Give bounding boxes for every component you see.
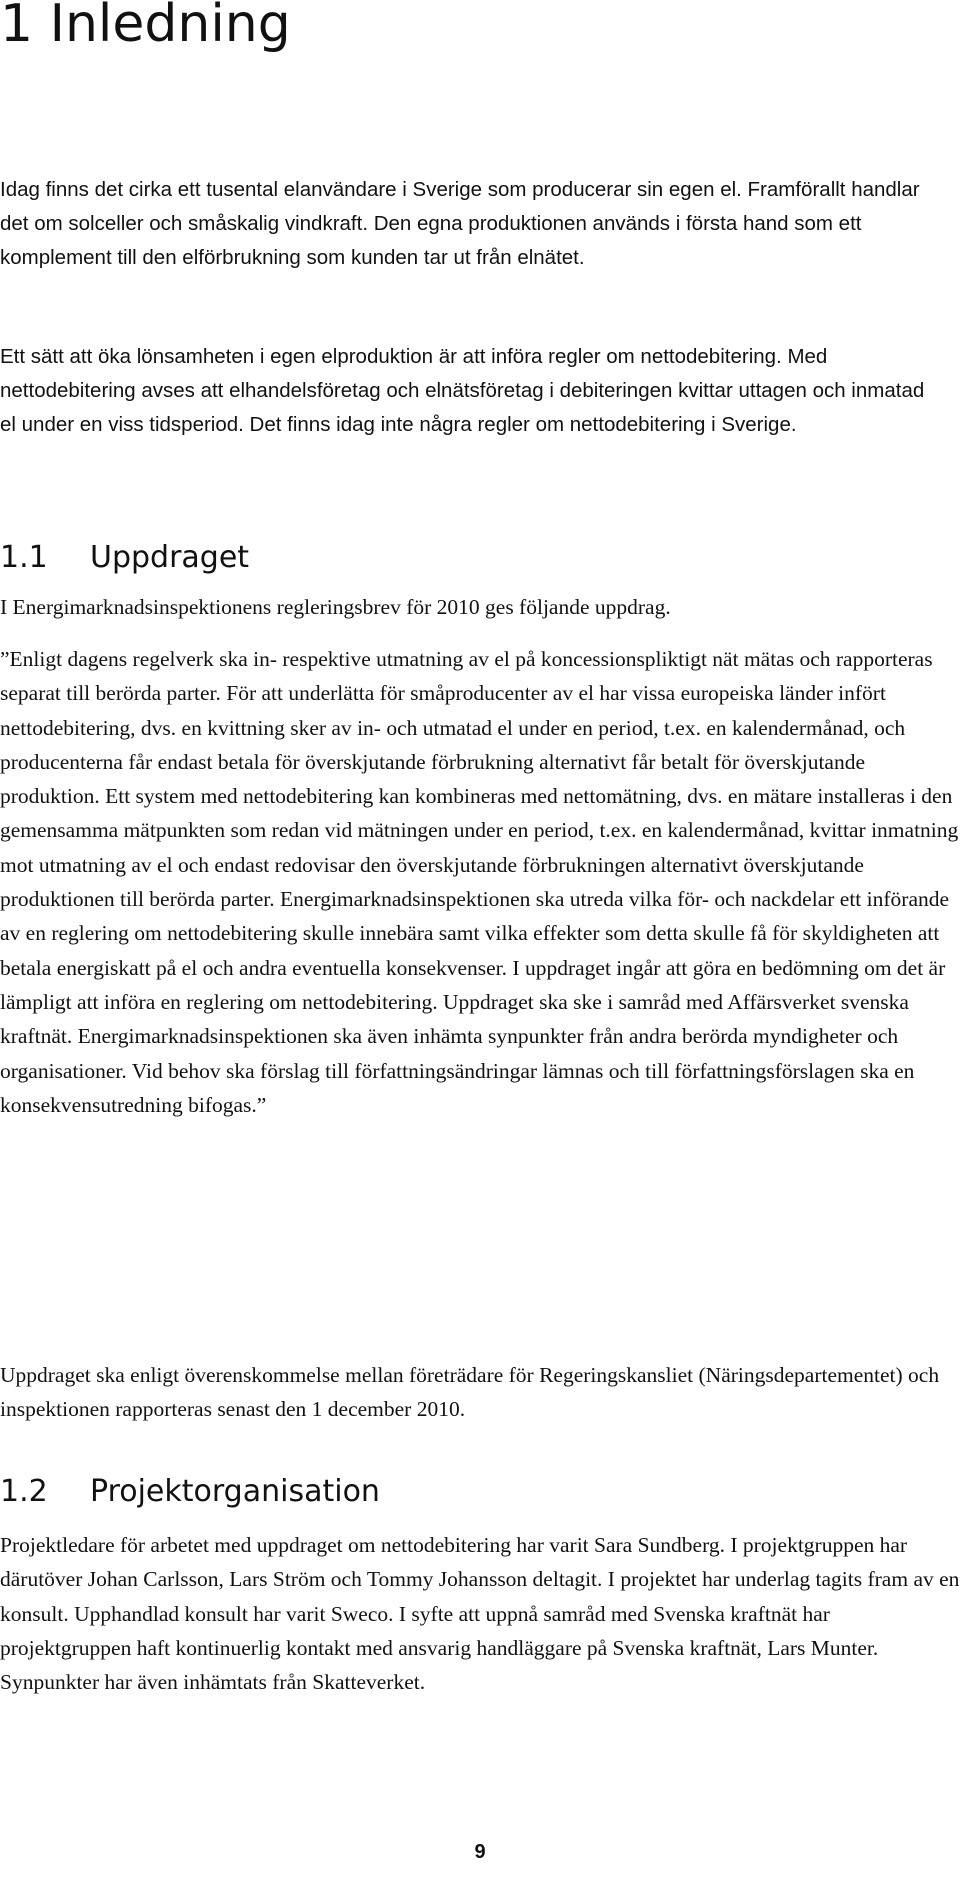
section-title: Projektorganisation	[90, 1474, 380, 1509]
projektorganisation-text: Projektledare för arbetet med uppdraget om nettodebitering har varit Sara Sundberg. I projektgruppen har därutöver Johan Carlsson, Lars Ström och Tommy Johansson deltagit. I projektet har underlag tagits fram av en konsult. Upphandlad konsult har varit Sweco. I syfte att uppnå samråd med Svenska kraftnät har projektgruppen haft kontinuerlig kontakt med ansvarig handläggare på Svenska kraftnät, Lars Munter. Synpunkter har även inhämtats från Skatteverket.	[0, 1533, 960, 1695]
section-heading-uppdraget	[0, 538, 249, 578]
uppdraget-closing: Uppdraget ska enligt överenskommelse mellan företrädare för Regeringskansliet (Näringsdepartementet) och inspektionen rapporteras senast den 1 december 2010.	[0, 1363, 940, 1422]
intro-paragraph-2: Ett sätt att öka lönsamheten i egen elproduktion är att införa regler om nettodebitering. Med nettodebitering avses att elhandelsföretag och elnätsföretag i debiteringen kvittar uttagen och inmatad el under en viss tidsperiod. Det finns idag inte några regler om nettodebitering i Sverige.	[0, 345, 925, 436]
uppdraget-quote: ”Enligt dagens regelverk ska in- respektive utmatning av el på koncessionspliktigt nät mätas och rapporteras separat till berörda parter. För att underlätta för småproducenter av el har vissa europeiska länder infört nettodebitering, dvs. en kvittning sker av in- och utmatad el under en period, t.ex. en kalendermånad, och producenterna får endast betala för överskjutande förbrukning alternativt får betalt för överskjutande produktion. Ett system med nettodebitering kan kombineras med nettomätning, dvs. en mätare installeras i den gemensamma mätpunkten som redan vid mätningen under en period, t.ex. en kalendermånad, kvittar inmatning mot utmatning av el och endast redovisar den överskjutande förbrukningen alternativt överskjutande produktionen till berörda parter. Energimarknadsinspektionen ska utreda vilka för- och nackdelar ett införande av en reglering om nettodebitering skulle innebära samt vilka effekter som detta skulle få för skyldigheten att betala energiskatt på el och andra eventuella konsekvenser. I uppdraget ingår att göra en bedömning om det är lämpligt att införa en reglering om nettodebitering. Uppdraget ska ske i samråd med Affärsverket svenska kraftnät. Energimarknadsinspektionen ska även inhämta synpunkter från andra berörda myndigheter och organisationer. Vid behov ska förslag till författningsändringar lämnas och till författningsförslagen ska en konsekvensutredning bifogas.”	[0, 647, 959, 1117]
section-number: 1.1	[0, 540, 48, 575]
section-number: 1.2	[0, 1474, 48, 1509]
uppdraget-lead: I Energimarknadsinspektionens regleringsbrev för 2010 ges följande uppdrag.	[0, 595, 671, 619]
chapter-heading	[0, 0, 291, 54]
page-number: 9	[474, 1841, 486, 1863]
chapter-title: Inledning	[49, 0, 291, 54]
section-heading-projektorganisation	[0, 1472, 380, 1512]
chapter-number: 1	[0, 0, 34, 54]
intro-paragraph-1: Idag finns det cirka ett tusental elanvändare i Sverige som producerar sin egen el. Framförallt handlar det om solceller och småskalig vindkraft. Den egna produktionen används i första hand som ett komplement till den elförbrukning som kunden tar ut från elnätet.	[0, 178, 920, 269]
section-title: Uppdraget	[90, 540, 250, 575]
